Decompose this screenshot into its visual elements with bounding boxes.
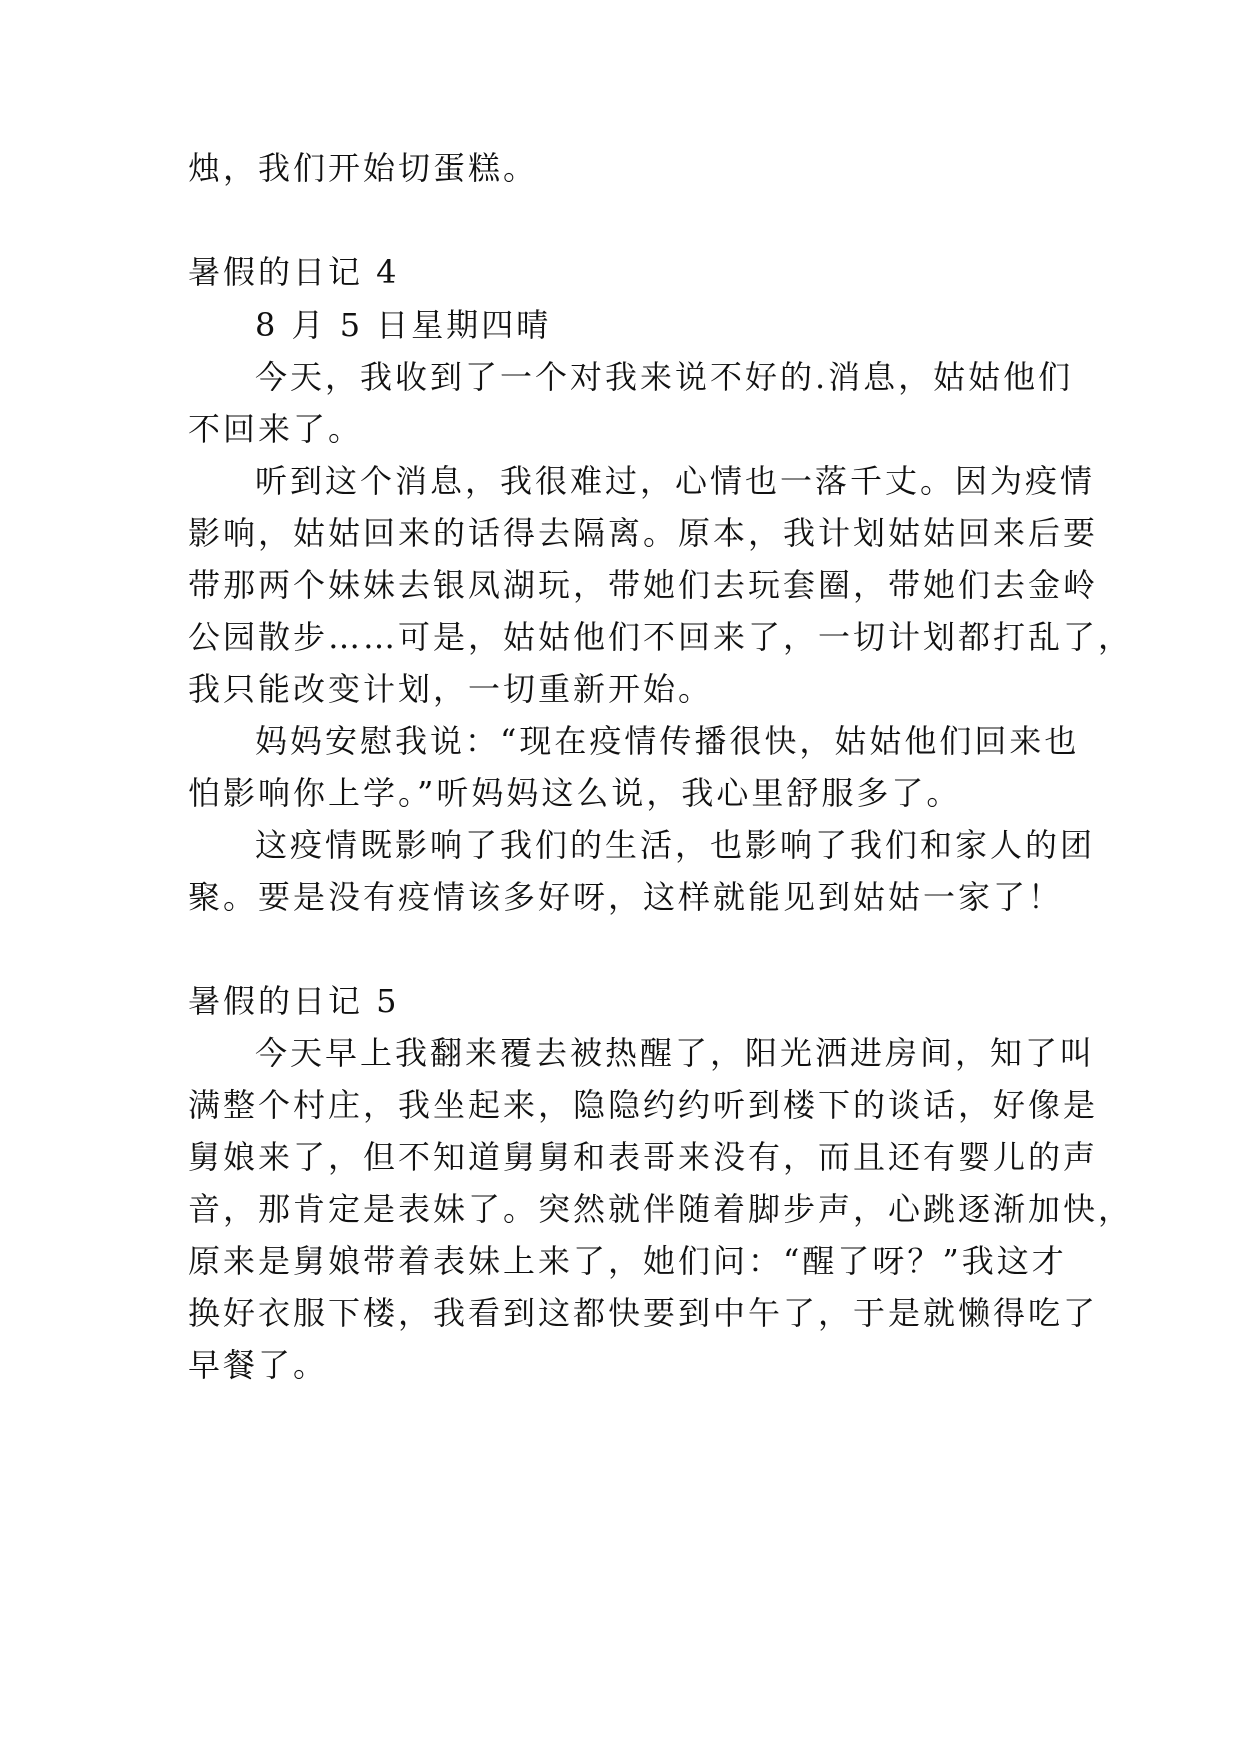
- entry4-p2-line2: 影响，姑姑回来的话得去隔离。原本，我计划姑姑回来后要: [188, 514, 1099, 552]
- entry5-p1-line1: 今天早上我翻来覆去被热醒了，阳光洒进房间，知了叫: [255, 1034, 1096, 1072]
- entry5-p1-line6: 换好衣服下楼，我看到这都快要到中午了，于是就懒得吃了: [188, 1294, 1099, 1332]
- entry4-p2-line4: 公园散步……可是，姑姑他们不回来了，一切计划都打乱了，: [188, 618, 1134, 656]
- entry5-p1-line2: 满整个村庄，我坐起来，隐隐约约听到楼下的谈话，好像是: [188, 1086, 1099, 1124]
- entry5-p1-line4: 音，那肯定是表妹了。突然就伴随着脚步声，心跳逐渐加快，: [188, 1190, 1134, 1228]
- entry4-p4-line1: 这疫情既影响了我们的生活，也影响了我们和家人的团: [255, 826, 1096, 864]
- entry4-p1-line2: 不回来了。: [188, 410, 364, 448]
- continuation-line: 烛，我们开始切蛋糕。: [188, 149, 539, 187]
- entry4-p2-line1: 听到这个消息，我很难过，心情也一落千丈。因为疫情: [255, 462, 1096, 500]
- entry5-p1-line5: 原来是舅娘带着表妹上来了，她们问：“醒了呀？”我这才: [188, 1242, 1067, 1280]
- entry4-p3-line1: 妈妈安慰我说：“现在疫情传播很快，姑姑他们回来也: [255, 722, 1080, 760]
- entry4-title: 暑假的日记 4: [188, 253, 400, 291]
- entry5-p1-line7: 早餐了。: [188, 1346, 329, 1384]
- entry5-p1-line3: 舅娘来了，但不知道舅舅和表哥来没有，而且还有婴儿的声: [188, 1138, 1099, 1176]
- entry4-p2-line5: 我只能改变计划，一切重新开始。: [188, 670, 714, 708]
- entry4-p1-line1: 今天，我收到了一个对我来说不好的.消息，姑姑他们: [255, 358, 1074, 396]
- entry4-p2-line3: 带那两个妹妹去银凤湖玩，带她们去玩套圈，带她们去金岭: [188, 566, 1099, 604]
- entry4-p3-line2: 怕影响你上学。”听妈妈这么说，我心里舒服多了。: [188, 774, 962, 812]
- entry4-p4-line2: 聚。要是没有疫情该多好呀，这样就能见到姑姑一家了！: [188, 878, 1064, 916]
- entry4-date: 8 月 5 日星期四晴: [255, 306, 552, 344]
- entry5-title: 暑假的日记 5: [188, 982, 400, 1020]
